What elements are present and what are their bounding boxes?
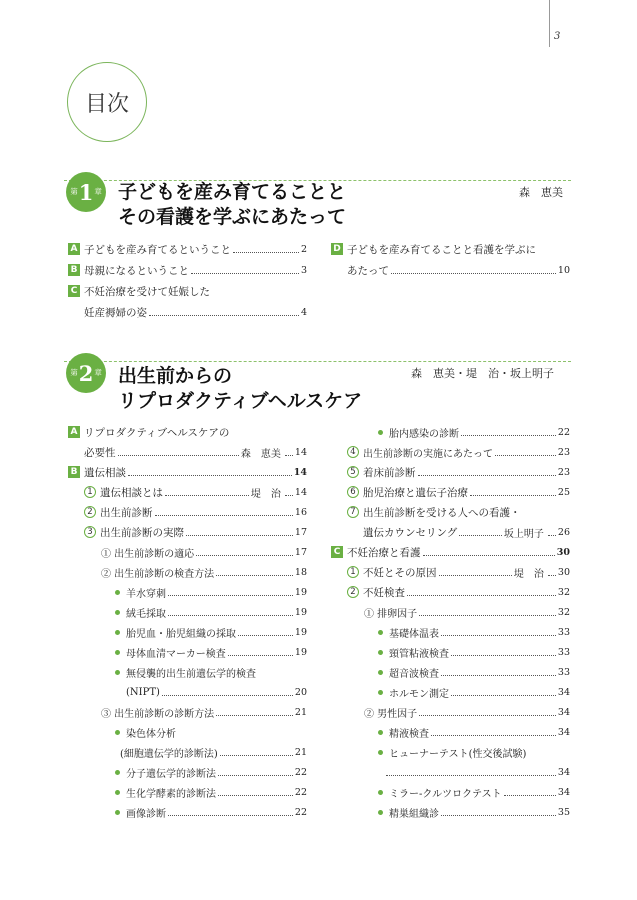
page-ref: 30 — [556, 546, 570, 558]
dot-leader — [391, 273, 556, 274]
entry-label: ホルモン測定 — [389, 688, 449, 700]
toc-entry[interactable] — [126, 682, 307, 702]
dot-leader — [285, 495, 293, 496]
dot-leader — [441, 815, 556, 816]
page-title: 目次 — [84, 91, 129, 117]
chapter1-badge: 第 1 章 — [66, 172, 106, 212]
dot-leader — [168, 815, 293, 816]
subsection-marker: 2 — [347, 586, 359, 598]
subsection-marker: 6 — [347, 486, 359, 498]
page-ref: 19 — [294, 586, 307, 598]
toc-entry[interactable] — [347, 562, 570, 582]
toc-entry[interactable] — [115, 722, 307, 742]
page-ref: 22 — [557, 426, 570, 438]
page-ref: 21 — [294, 746, 307, 758]
entry-label: 出生前診断 — [100, 506, 153, 519]
dot-leader — [218, 775, 293, 776]
dot-leader — [162, 695, 293, 696]
page-ref: 17 — [294, 526, 307, 538]
bullet-icon — [115, 770, 120, 775]
entry-label: 母体血清マーカー検査 — [126, 648, 226, 660]
page-ref: 14 — [294, 446, 307, 458]
entry-author: 堤 治 — [250, 488, 281, 500]
toc-entry[interactable] — [115, 662, 307, 682]
toc-entry[interactable] — [378, 422, 570, 442]
dot-leader — [419, 615, 556, 616]
entry-label: ③ 出生前診断の診断方法 — [101, 708, 215, 720]
toc-entry[interactable] — [101, 542, 307, 562]
entry-label: 子どもを産み育てることと看護を学ぶに — [347, 243, 536, 256]
chapter2-title[interactable]: 出生前からの リプロダクティブヘルスケア — [118, 365, 363, 412]
dot-leader — [407, 595, 556, 596]
entry-author: 堤 治 — [513, 568, 544, 580]
dot-leader — [118, 455, 239, 456]
dot-leader — [451, 695, 556, 696]
dot-leader — [233, 252, 299, 253]
entry-label: 遺伝相談とは — [100, 486, 163, 499]
dot-leader — [128, 475, 292, 476]
page-ref: 34 — [557, 766, 570, 778]
entry-label: 不妊検査 — [363, 586, 405, 599]
toc-entry[interactable] — [378, 802, 570, 822]
entry-label: 胎児血・胎児組織の採取 — [126, 628, 236, 640]
toc-entry[interactable] — [115, 762, 307, 782]
page-ref: 34 — [557, 786, 570, 798]
toc-entry[interactable] — [378, 682, 570, 702]
bullet-icon — [115, 630, 120, 635]
toc-entry[interactable] — [378, 642, 570, 662]
toc-entry[interactable] — [68, 462, 307, 482]
dot-leader — [451, 655, 556, 656]
subsection-marker: 3 — [84, 526, 96, 538]
page-ref: 33 — [557, 626, 570, 638]
chapter2-author: 森 恵美・堤 治・坂上明子 — [411, 367, 554, 380]
toc-entry[interactable] — [378, 662, 570, 682]
toc-entry[interactable] — [378, 782, 570, 802]
page-ref: 19 — [294, 646, 307, 658]
section-marker: D — [331, 243, 343, 255]
toc-entry[interactable] — [115, 802, 307, 822]
subsection-marker: 1 — [347, 566, 359, 578]
dot-leader — [191, 273, 299, 274]
chapter2-rule — [64, 361, 571, 362]
bullet-icon — [115, 590, 120, 595]
toc-entry[interactable] — [378, 622, 570, 642]
bullet-icon — [378, 670, 383, 675]
toc-entry[interactable] — [386, 762, 570, 782]
toc-entry[interactable] — [84, 302, 307, 322]
entry-label: 胎児治療と遺伝子治療 — [363, 486, 468, 499]
subsection-marker: 5 — [347, 466, 359, 478]
entry-label: 不妊治療を受けて妊娠した — [84, 285, 210, 298]
section-marker: B — [68, 466, 80, 478]
bullet-icon — [115, 650, 120, 655]
entry-label: (細胞遺伝学的診断法) — [120, 748, 218, 760]
toc-entry[interactable] — [115, 582, 307, 602]
entry-label: 妊産褥婦の姿 — [84, 306, 147, 319]
toc-entry[interactable] — [347, 502, 570, 522]
bullet-icon — [115, 810, 120, 815]
page-ref: 20 — [294, 686, 307, 698]
page-ref: 34 — [557, 706, 570, 718]
bullet-icon — [115, 730, 120, 735]
bullet-icon — [378, 790, 383, 795]
page-ref: 35 — [557, 806, 570, 818]
entry-label: 出生前診断の実際 — [100, 526, 184, 539]
dot-leader — [149, 315, 299, 316]
entry-label: 遺伝相談 — [84, 466, 126, 479]
entry-label: ヒューナーテスト(性交後試験) — [389, 748, 527, 760]
page-ref: 33 — [557, 646, 570, 658]
entry-label: 出生前診断の実施にあたって — [363, 448, 493, 460]
bullet-icon — [115, 670, 120, 675]
dot-leader — [548, 575, 556, 576]
toc-entry[interactable] — [120, 742, 307, 762]
page-ref: 14 — [293, 466, 307, 478]
dot-leader — [196, 555, 293, 556]
page-number: 3 — [554, 31, 561, 42]
toc-entry[interactable] — [363, 522, 570, 542]
chapter1-author: 森 恵美 — [519, 186, 563, 199]
bullet-icon — [378, 630, 383, 635]
entry-label: (NIPT) — [126, 686, 160, 698]
dot-leader — [548, 535, 556, 536]
subsection-marker: 7 — [347, 506, 359, 518]
page-ref: 34 — [557, 686, 570, 698]
entry-label: 頸管粘液検査 — [389, 648, 449, 660]
dot-leader — [386, 775, 556, 776]
dot-leader — [431, 735, 556, 736]
toc-entry[interactable] — [84, 502, 307, 522]
toc-entry[interactable] — [347, 462, 570, 482]
entry-label: 出生前診断を受ける人への看護・ — [363, 506, 521, 519]
page-ref: 22 — [294, 806, 307, 818]
page-ref: 18 — [294, 566, 307, 578]
entry-label: 母親になるということ — [84, 264, 189, 277]
entry-author: 坂上明子 — [503, 528, 544, 540]
page-ref: 34 — [557, 726, 570, 738]
entry-label: 不妊治療と看護 — [347, 546, 421, 559]
bullet-icon — [378, 730, 383, 735]
entry-label: 生化学酵素的診断法 — [126, 788, 216, 800]
dot-leader — [461, 435, 556, 436]
dot-leader — [423, 555, 555, 556]
page-ref: 22 — [294, 786, 307, 798]
page-ref: 4 — [300, 306, 307, 318]
page-ref: 33 — [557, 666, 570, 678]
dot-leader — [168, 615, 293, 616]
toc-entry[interactable] — [378, 742, 570, 762]
page-ref: 21 — [294, 706, 307, 718]
dot-leader — [439, 575, 512, 576]
entry-label: 分子遺伝学的診断法 — [126, 768, 216, 780]
toc-entry[interactable] — [115, 602, 307, 622]
entry-label: 羊水穿刺 — [126, 588, 166, 600]
page-ref: 2 — [300, 243, 307, 255]
toc-entry[interactable] — [84, 482, 307, 502]
bullet-icon — [378, 430, 383, 435]
entry-label: 基礎体温表 — [389, 628, 439, 640]
dot-leader — [220, 755, 293, 756]
entry-label: 精巣組織診 — [389, 808, 439, 820]
dot-leader — [419, 715, 556, 716]
dot-leader — [216, 575, 293, 576]
dot-leader — [218, 795, 293, 796]
toc-title-circle — [67, 62, 147, 142]
dot-leader — [418, 475, 556, 476]
toc-entry[interactable] — [84, 522, 307, 542]
toc-entry[interactable] — [68, 239, 307, 259]
entry-label: あたって — [347, 264, 389, 277]
toc-entry[interactable] — [115, 642, 307, 662]
toc-entry[interactable] — [115, 622, 307, 642]
page-ref: 19 — [294, 626, 307, 638]
page-ref: 16 — [294, 506, 307, 518]
dot-leader — [459, 535, 502, 536]
margin-rule — [549, 0, 550, 47]
page-ref: 26 — [557, 526, 570, 538]
entry-label: ① 排卵因子 — [364, 608, 418, 620]
page-ref: 19 — [294, 606, 307, 618]
toc-entry[interactable] — [331, 542, 570, 562]
page-ref: 3 — [300, 264, 307, 276]
dot-leader — [168, 595, 293, 596]
entry-label: 子どもを産み育てるということ — [84, 243, 231, 256]
entry-label: 無侵襲的出生前遺伝学的検査 — [126, 668, 256, 680]
dot-leader — [155, 515, 293, 516]
entry-label: 染色体分析 — [126, 728, 176, 740]
section-marker: A — [68, 426, 80, 438]
chapter1-title[interactable]: 子どもを産み育てることと その看護を学ぶにあたって — [118, 181, 347, 228]
page-ref: 10 — [557, 264, 570, 276]
dot-leader — [441, 635, 556, 636]
toc-entry[interactable] — [331, 239, 570, 259]
dot-leader — [186, 535, 293, 536]
page-ref: 30 — [557, 566, 570, 578]
toc-entry[interactable] — [378, 722, 570, 742]
entry-label: 不妊とその原因 — [363, 566, 437, 579]
section-marker: B — [68, 264, 80, 276]
section-marker: C — [68, 285, 80, 297]
toc-entry[interactable] — [347, 582, 570, 602]
toc-entry[interactable] — [101, 702, 307, 722]
dot-leader — [441, 675, 556, 676]
entry-label: 胎内感染の診断 — [389, 428, 459, 440]
entry-label: 精液検査 — [389, 728, 429, 740]
toc-entry[interactable] — [364, 602, 570, 622]
entry-label: ① 出生前診断の適応 — [101, 548, 195, 560]
toc-entry[interactable] — [115, 782, 307, 802]
page-ref: 25 — [557, 486, 570, 498]
subsection-marker: 1 — [84, 486, 96, 498]
toc-entry[interactable] — [101, 562, 307, 582]
bullet-icon — [378, 750, 383, 755]
dot-leader — [285, 455, 293, 456]
entry-label: 着床前診断 — [363, 466, 416, 479]
subsection-marker: 2 — [84, 506, 96, 518]
page-ref: 32 — [557, 586, 570, 598]
chapter2-badge: 第 2 章 — [66, 353, 106, 393]
entry-label: ② 男性因子 — [364, 708, 418, 720]
subsection-marker: 4 — [347, 446, 359, 458]
page-ref: 23 — [557, 466, 570, 478]
dot-leader — [216, 715, 293, 716]
entry-label: 超音波検査 — [389, 668, 439, 680]
toc-entry[interactable] — [68, 422, 307, 442]
entry-author: 森 恵美 — [240, 448, 281, 460]
bullet-icon — [378, 650, 383, 655]
entry-label: 画像診断 — [126, 808, 166, 820]
toc-entry[interactable] — [84, 442, 307, 462]
page-ref: 14 — [294, 486, 307, 498]
section-marker: C — [331, 546, 343, 558]
bullet-icon — [378, 690, 383, 695]
dot-leader — [470, 495, 556, 496]
entry-label: ミラー-クルツロクテスト — [389, 788, 502, 800]
toc-entry[interactable] — [68, 260, 307, 280]
page-ref: 23 — [557, 446, 570, 458]
toc-entry[interactable] — [347, 260, 570, 280]
entry-label: ② 出生前診断の検査方法 — [101, 568, 215, 580]
entry-label: 遺伝カウンセリング — [363, 526, 458, 539]
entry-label: 絨毛採取 — [126, 608, 166, 620]
page-ref: 17 — [294, 546, 307, 558]
dot-leader — [495, 455, 556, 456]
page-ref: 32 — [557, 606, 570, 618]
toc-entry[interactable] — [364, 702, 570, 722]
dot-leader — [238, 635, 293, 636]
toc-entry[interactable] — [68, 281, 307, 301]
bullet-icon — [378, 810, 383, 815]
dot-leader — [228, 655, 293, 656]
entry-label: リプロダクティブヘルスケアの — [84, 426, 230, 439]
entry-label: 必要性 — [84, 446, 116, 459]
page-ref: 22 — [294, 766, 307, 778]
toc-entry[interactable] — [347, 482, 570, 502]
dot-leader — [165, 495, 249, 496]
toc-entry[interactable] — [347, 442, 570, 462]
bullet-icon — [115, 610, 120, 615]
bullet-icon — [115, 790, 120, 795]
section-marker: A — [68, 243, 80, 255]
dot-leader — [504, 795, 556, 796]
